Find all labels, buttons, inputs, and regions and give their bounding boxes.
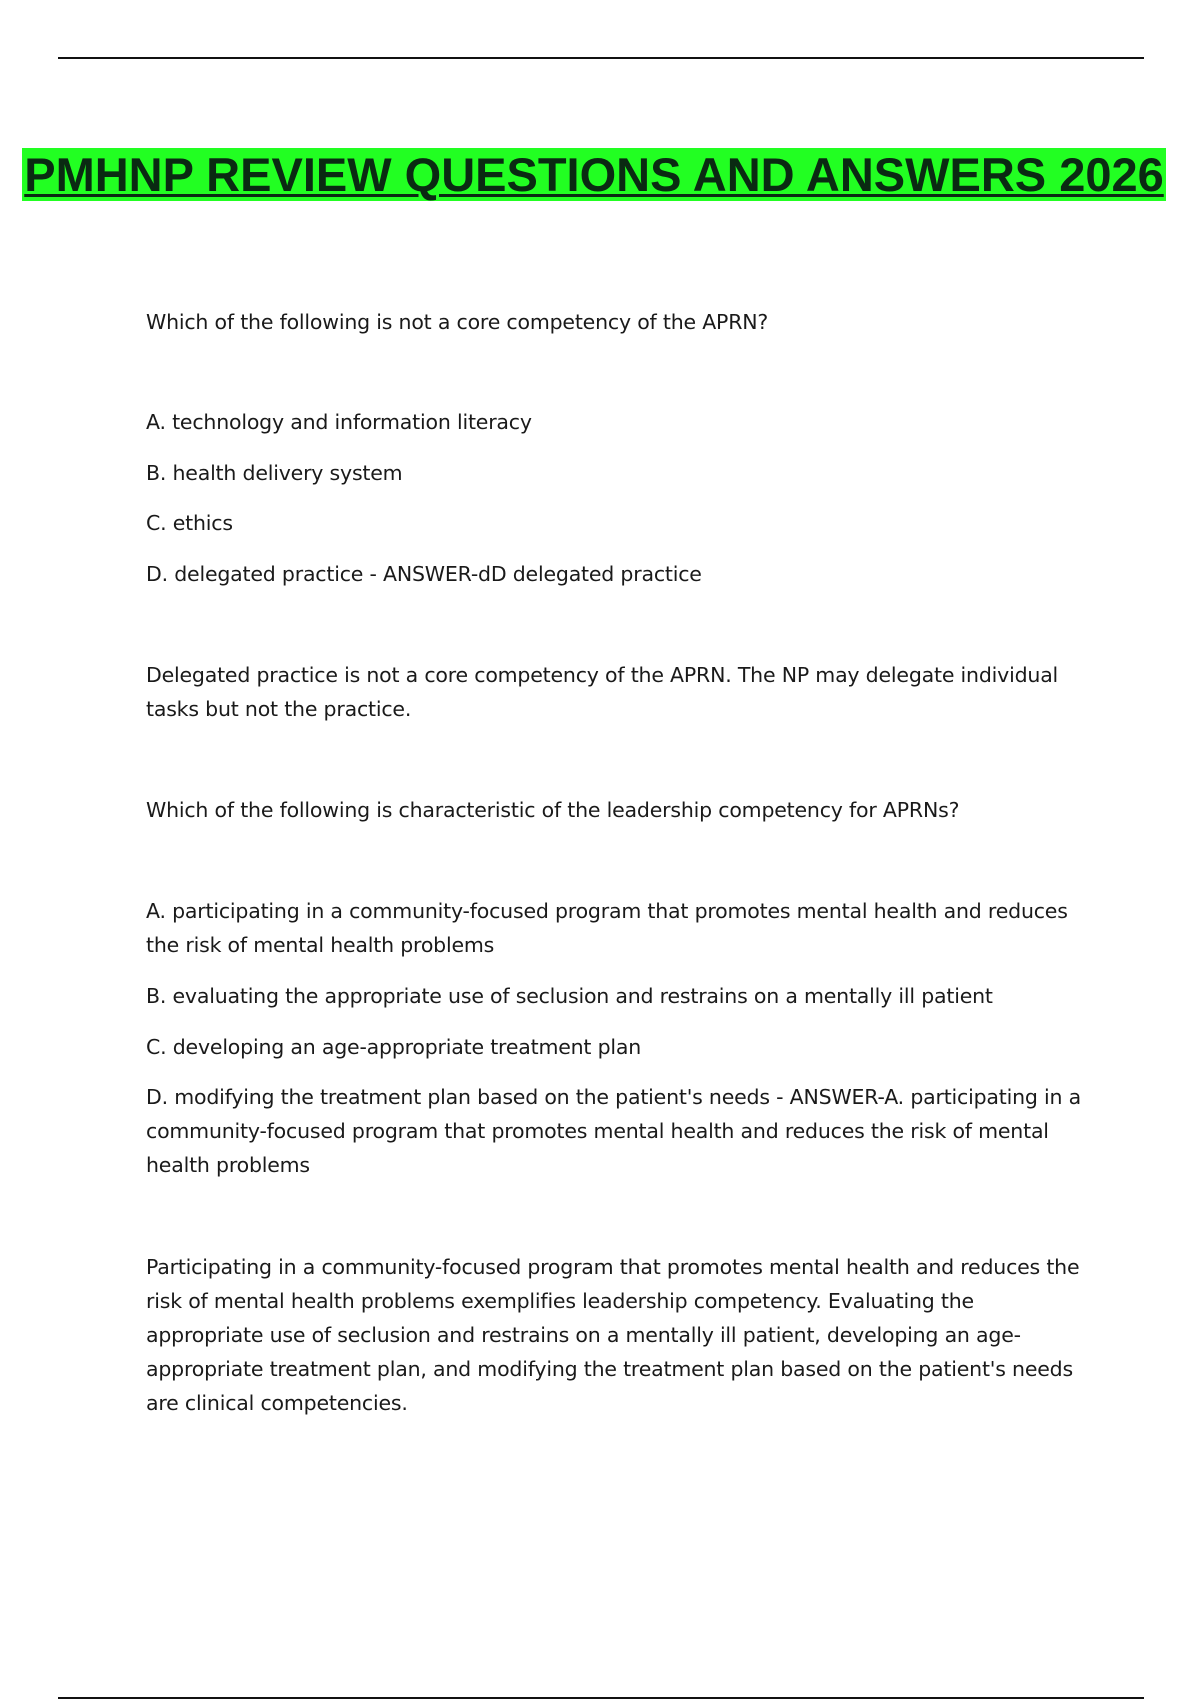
question-2-option-c: C. developing an age-appropriate treatment plan bbox=[146, 1035, 642, 1059]
question-2-option-a: A. participating in a community-focused program that promotes mental health and reduces the risk of mental health problems bbox=[146, 899, 1068, 957]
question-1-option-b: B. health delivery system bbox=[146, 461, 403, 485]
bottom-rule bbox=[58, 1697, 1144, 1699]
question-1-option-d: D. delegated practice - ANSWER-dD delegated practice bbox=[146, 562, 702, 586]
question-1-option-c: C. ethics bbox=[146, 511, 233, 535]
question-1-option-a: A. technology and information literacy bbox=[146, 410, 532, 434]
page-title-highlight: PMHNP REVIEW QUESTIONS AND ANSWERS 2026 bbox=[24, 148, 1164, 201]
question-2-option-b: B. evaluating the appropriate use of seclusion and restrains on a mentally ill patient bbox=[146, 984, 993, 1008]
page-title bbox=[0, 146, 1188, 203]
question-1-text: Which of the following is not a core competency of the APRN? bbox=[146, 310, 769, 334]
question-2-option-d: D. modifying the treatment plan based on the patient's needs - ANSWER-A. participating in a community-focused program that promotes mental health and reduces the risk of mental health problems bbox=[146, 1085, 1082, 1177]
question-2-text: Which of the following is characteristic of the leadership competency for APRNs? bbox=[146, 798, 960, 822]
top-rule bbox=[58, 57, 1144, 59]
question-2-explanation: Participating in a community-focused program that promotes mental health and reduces the risk of mental health problems exemplifies leadership competency. Evaluating the appropriate use of seclusion and restrains on a mentally ill patient, developing an age-appropriate treatment plan, and modifying the treatment plan based on the patient's needs are clinical competencies. bbox=[146, 1255, 1080, 1415]
question-1-explanation: Delegated practice is not a core competency of the APRN. The NP may delegate individual tasks but not the practice. bbox=[146, 663, 1059, 721]
